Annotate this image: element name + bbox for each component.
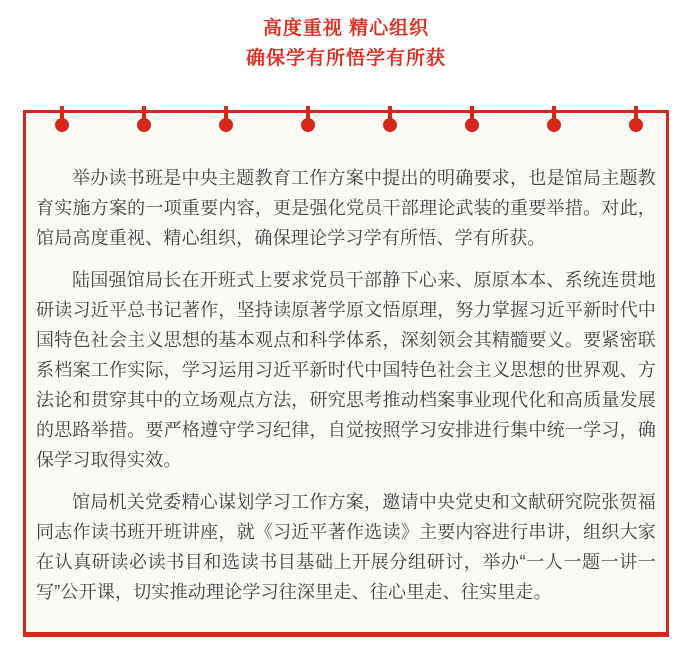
paragraph: 举办读书班是中央主题教育工作方案中提出的明确要求，也是馆局主题教育实施方案的一项重要内容，更是强化党员干部理论武装的重要举措。对此，馆局高度重视、精心组织，确保理论学习学有所悟、学有所获。 <box>36 168 656 248</box>
content-box <box>23 110 669 637</box>
paragraph: 陆国强馆局长在开班式上要求党员干部静下心来、原原本本、系统连贯地研读习近平总书记著作，坚持读原著学原文悟原理，努力掌握习近平新时代中国特色社会主义思想的基本观点和科学体系，深刻领会其精髓要义。要紧密联系档案工作实际，学习运用习近平新时代中国特色社会主义思想的世界观、方法论和贯穿其中的立场观点方法，研究思考推动档案事业现代化和高质量发展的思路举措。要严格遵守学习纪律，自觉按照学习安排进行集中统一学习，确保学习取得实效。 <box>36 270 656 470</box>
page-title-line-1: 高度重视 精心组织 <box>262 18 430 39</box>
page-title <box>0 0 692 74</box>
article-body <box>26 113 666 607</box>
page-title-line-2: 确保学有所悟学有所获 <box>245 48 446 69</box>
paragraph: 馆局机关党委精心谋划学习工作方案，邀请中央党史和文献研究院张贺福同志作读书班开班讲座，就《习近平著作选读》主要内容进行串讲，组织大家在认真研读必读书目和选读书目基础上开展分组研讨，举办“一人一题一讲一写”公开课，切实推动理论学习往深里走、往心里走、往实里走。 <box>36 492 656 602</box>
